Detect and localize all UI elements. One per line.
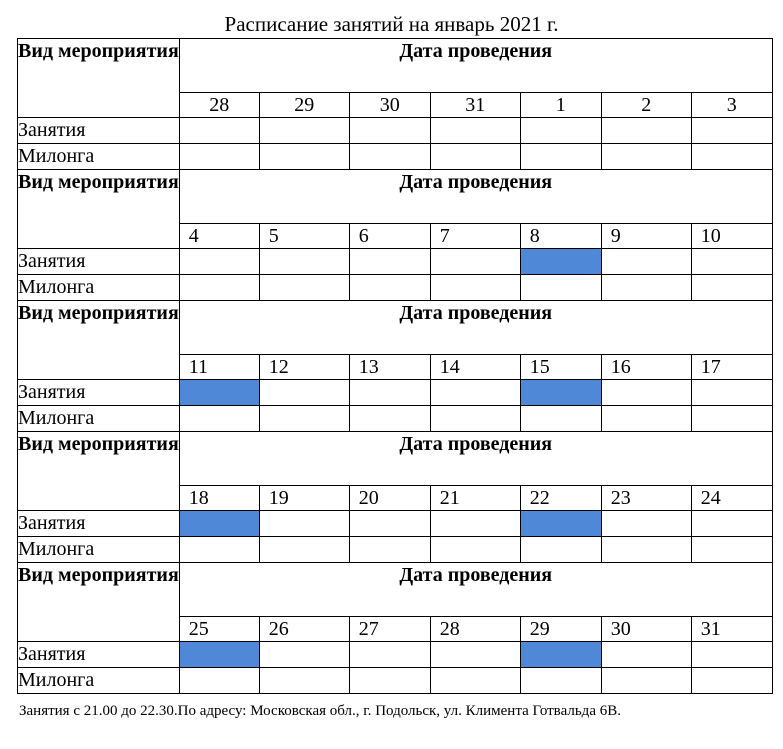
classes-cell (601, 249, 691, 275)
classes-cell (430, 642, 520, 668)
empty-slot (260, 380, 349, 405)
milonga-cell (179, 144, 259, 170)
day-number-cell: 15 (520, 355, 601, 380)
empty-slot (350, 668, 430, 693)
empty-slot (692, 511, 772, 536)
page-title: Расписание занятий на январь 2021 г. (224, 12, 559, 36)
classes-cell (349, 249, 430, 275)
empty-slot (260, 511, 349, 536)
empty-slot (431, 144, 520, 169)
classes-cell (691, 249, 772, 275)
empty-slot (350, 511, 430, 536)
classes-cell (179, 511, 259, 537)
day-number-cell: 28 (179, 93, 259, 118)
milonga-cell (179, 537, 259, 563)
kind-header-cell: Вид мероприятия (18, 301, 180, 380)
milonga-cell (259, 406, 349, 432)
empty-slot (180, 144, 259, 169)
milonga-cell (601, 275, 691, 301)
classes-cell (349, 380, 430, 406)
milonga-cell (349, 406, 430, 432)
milonga-cell (691, 406, 772, 432)
empty-slot (602, 537, 691, 562)
date-header-cell: Дата проведения (179, 170, 772, 224)
milonga-cell (430, 406, 520, 432)
day-number-cell: 16 (601, 355, 691, 380)
classes-cell (259, 118, 349, 144)
milonga-cell (430, 537, 520, 563)
classes-cell (691, 642, 772, 668)
classes-cell (259, 249, 349, 275)
empty-slot (180, 118, 259, 143)
milonga-row (18, 537, 773, 563)
date-header-cell: Дата проведения (179, 432, 772, 486)
classes-cell (349, 118, 430, 144)
empty-slot (180, 668, 259, 693)
date-header-cell: Дата проведения (179, 39, 772, 93)
milonga-cell (430, 144, 520, 170)
day-number-cell: 13 (349, 355, 430, 380)
milonga-cell (601, 406, 691, 432)
milonga-row-label: Милонга (18, 406, 180, 432)
day-number-cell: 23 (601, 486, 691, 511)
empty-slot (431, 668, 520, 693)
day-number-cell: 24 (691, 486, 772, 511)
milonga-cell (430, 668, 520, 694)
milonga-row-label: Милонга (18, 275, 180, 301)
classes-cell (520, 642, 601, 668)
day-number-cell: 29 (259, 93, 349, 118)
classes-cell (601, 380, 691, 406)
classes-cell (179, 380, 259, 406)
day-number-cell: 20 (349, 486, 430, 511)
day-number-cell: 9 (601, 224, 691, 249)
scheduled-marker (180, 642, 259, 667)
empty-slot (521, 537, 601, 562)
empty-slot (692, 144, 772, 169)
milonga-cell (430, 275, 520, 301)
milonga-cell (520, 537, 601, 563)
milonga-cell (520, 275, 601, 301)
classes-cell (601, 511, 691, 537)
empty-slot (431, 275, 520, 300)
empty-slot (431, 249, 520, 274)
empty-slot (260, 537, 349, 562)
week-header-row (18, 432, 773, 486)
classes-cell (259, 642, 349, 668)
classes-cell (179, 249, 259, 275)
milonga-cell (179, 668, 259, 694)
classes-cell (430, 511, 520, 537)
empty-slot (602, 668, 691, 693)
day-number-cell: 12 (259, 355, 349, 380)
week-header-row (18, 563, 773, 617)
empty-slot (431, 406, 520, 431)
day-number-cell: 31 (430, 93, 520, 118)
milonga-cell (259, 668, 349, 694)
week-header-row (18, 170, 773, 224)
scheduled-marker (180, 380, 259, 405)
milonga-cell (691, 668, 772, 694)
classes-row-label: Занятия (18, 380, 180, 406)
classes-cell (179, 118, 259, 144)
empty-slot (260, 118, 349, 143)
milonga-cell (601, 668, 691, 694)
empty-slot (692, 380, 772, 405)
day-number-cell: 18 (179, 486, 259, 511)
classes-cell (259, 511, 349, 537)
empty-slot (350, 642, 430, 667)
day-number-cell: 5 (259, 224, 349, 249)
empty-slot (431, 642, 520, 667)
empty-slot (180, 406, 259, 431)
empty-slot (521, 275, 601, 300)
empty-slot (692, 275, 772, 300)
day-number-cell: 30 (349, 93, 430, 118)
empty-slot (602, 380, 691, 405)
classes-cell (691, 380, 772, 406)
classes-row-label: Занятия (18, 118, 180, 144)
classes-row (18, 249, 773, 275)
date-header-cell: Дата проведения (179, 301, 772, 355)
classes-cell (520, 118, 601, 144)
kind-header-cell: Вид мероприятия (18, 170, 180, 249)
empty-slot (350, 118, 430, 143)
day-number-cell: 14 (430, 355, 520, 380)
empty-slot (692, 642, 772, 667)
empty-slot (350, 144, 430, 169)
classes-row-label: Занятия (18, 511, 180, 537)
classes-row (18, 118, 773, 144)
milonga-row-label: Милонга (18, 537, 180, 563)
classes-cell (349, 511, 430, 537)
milonga-cell (259, 144, 349, 170)
empty-slot (260, 406, 349, 431)
milonga-cell (349, 275, 430, 301)
classes-row (18, 511, 773, 537)
day-number-cell: 29 (520, 617, 601, 642)
classes-cell (601, 642, 691, 668)
classes-row-label: Занятия (18, 642, 180, 668)
classes-cell (430, 118, 520, 144)
milonga-cell (520, 668, 601, 694)
empty-slot (521, 118, 601, 143)
schedule-table (17, 38, 773, 694)
milonga-cell (601, 537, 691, 563)
empty-slot (602, 406, 691, 431)
empty-slot (602, 275, 691, 300)
week-header-row (18, 39, 773, 93)
day-number-cell: 21 (430, 486, 520, 511)
milonga-cell (179, 275, 259, 301)
scheduled-marker (521, 380, 601, 405)
kind-header-cell: Вид мероприятия (18, 563, 180, 642)
milonga-row-label: Милонга (18, 668, 180, 694)
milonga-cell (691, 275, 772, 301)
scheduled-marker (521, 249, 601, 274)
milonga-row (18, 144, 773, 170)
empty-slot (350, 537, 430, 562)
empty-slot (260, 275, 349, 300)
day-number-cell: 7 (430, 224, 520, 249)
empty-slot (521, 144, 601, 169)
empty-slot (602, 144, 691, 169)
empty-slot (350, 249, 430, 274)
classes-cell (520, 511, 601, 537)
empty-slot (431, 380, 520, 405)
kind-header-cell: Вид мероприятия (18, 432, 180, 511)
empty-slot (350, 275, 430, 300)
milonga-cell (691, 144, 772, 170)
date-header-cell: Дата проведения (179, 563, 772, 617)
empty-slot (602, 511, 691, 536)
day-number-cell: 31 (691, 617, 772, 642)
classes-row-label: Занятия (18, 249, 180, 275)
empty-slot (431, 537, 520, 562)
empty-slot (521, 668, 601, 693)
day-number-cell: 2 (601, 93, 691, 118)
classes-cell (691, 511, 772, 537)
milonga-cell (349, 668, 430, 694)
classes-row (18, 642, 773, 668)
day-number-cell: 6 (349, 224, 430, 249)
day-number-cell: 11 (179, 355, 259, 380)
empty-slot (260, 249, 349, 274)
classes-cell (259, 380, 349, 406)
empty-slot (180, 537, 259, 562)
classes-cell (601, 118, 691, 144)
empty-slot (180, 249, 259, 274)
day-number-cell: 27 (349, 617, 430, 642)
classes-cell (520, 249, 601, 275)
day-number-cell: 25 (179, 617, 259, 642)
classes-cell (179, 642, 259, 668)
classes-cell (520, 380, 601, 406)
empty-slot (692, 118, 772, 143)
empty-slot (692, 537, 772, 562)
day-number-cell: 4 (179, 224, 259, 249)
empty-slot (521, 406, 601, 431)
classes-row (18, 380, 773, 406)
empty-slot (260, 668, 349, 693)
day-number-cell: 8 (520, 224, 601, 249)
day-number-cell: 22 (520, 486, 601, 511)
empty-slot (602, 249, 691, 274)
empty-slot (350, 406, 430, 431)
day-number-cell: 19 (259, 486, 349, 511)
milonga-cell (520, 406, 601, 432)
schedule-body (18, 39, 773, 694)
scheduled-marker (521, 511, 601, 536)
empty-slot (180, 275, 259, 300)
classes-cell (430, 380, 520, 406)
kind-header-cell: Вид мероприятия (18, 39, 180, 118)
milonga-cell (691, 537, 772, 563)
day-number-cell: 28 (430, 617, 520, 642)
empty-slot (602, 642, 691, 667)
empty-slot (431, 511, 520, 536)
milonga-cell (349, 144, 430, 170)
classes-cell (349, 642, 430, 668)
milonga-row (18, 275, 773, 301)
day-number-cell: 17 (691, 355, 772, 380)
classes-cell (691, 118, 772, 144)
day-number-cell: 26 (259, 617, 349, 642)
milonga-row-label: Милонга (18, 144, 180, 170)
empty-slot (350, 380, 430, 405)
milonga-cell (179, 406, 259, 432)
empty-slot (260, 642, 349, 667)
empty-slot (692, 406, 772, 431)
week-header-row (18, 301, 773, 355)
scheduled-marker (180, 511, 259, 536)
milonga-row (18, 668, 773, 694)
day-number-cell: 3 (691, 93, 772, 118)
schedule-footer-note: Занятия с 21.00 до 22.30.По адресу: Московская обл., г. Подольск, ул. Климента Готвальда 6В. (19, 703, 621, 719)
classes-cell (430, 249, 520, 275)
milonga-row (18, 406, 773, 432)
milonga-cell (259, 537, 349, 563)
empty-slot (602, 118, 691, 143)
day-number-cell: 30 (601, 617, 691, 642)
milonga-cell (520, 144, 601, 170)
day-number-cell: 1 (520, 93, 601, 118)
empty-slot (692, 249, 772, 274)
milonga-cell (259, 275, 349, 301)
milonga-cell (601, 144, 691, 170)
empty-slot (260, 144, 349, 169)
empty-slot (431, 118, 520, 143)
milonga-cell (349, 537, 430, 563)
empty-slot (692, 668, 772, 693)
day-number-cell: 10 (691, 224, 772, 249)
scheduled-marker (521, 642, 601, 667)
